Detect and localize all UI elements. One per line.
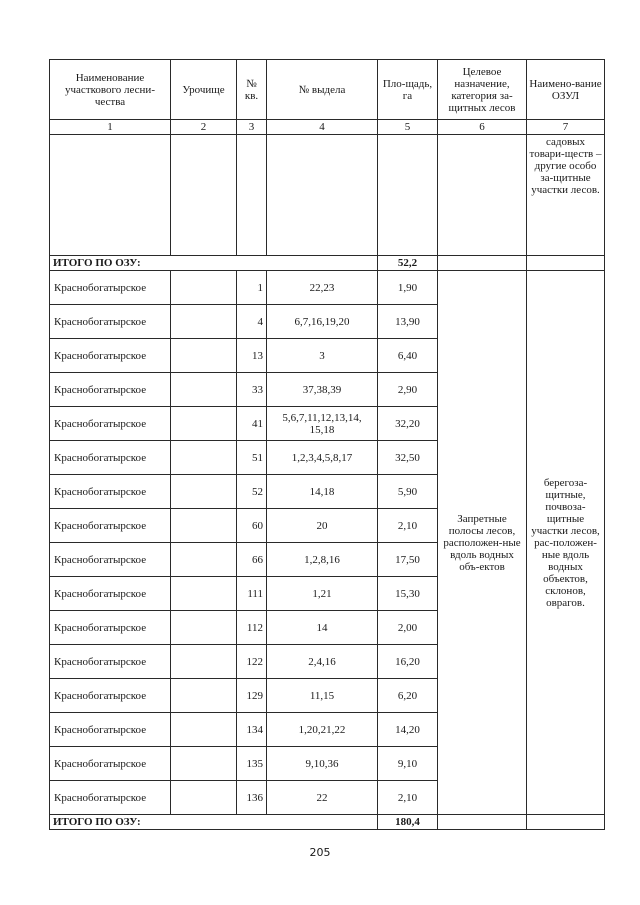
forestry-name: Краснобогатырское (50, 407, 171, 441)
total-value: 52,2 (378, 256, 438, 271)
allotment-numbers: 3 (267, 339, 378, 373)
total-label: ИТОГО ПО ОЗУ: (50, 256, 378, 271)
area-value: 32,50 (378, 441, 438, 475)
header-forestry: Наименование участкового лесни-чества (50, 60, 171, 120)
forestry-name: Краснобогатырское (50, 645, 171, 679)
quarter-number: 134 (237, 713, 267, 747)
tract (171, 543, 237, 577)
quarter-number: 33 (237, 373, 267, 407)
continuation-ozul: садовых товари-ществ – другие особо за-щитные участки лесов. (527, 135, 605, 256)
quarter-number: 51 (237, 441, 267, 475)
forestry-name: Краснобогатырское (50, 781, 171, 815)
quarter-number: 1 (237, 271, 267, 305)
column-number: 2 (171, 120, 237, 135)
total-label: ИТОГО ПО ОЗУ: (50, 815, 378, 830)
header-allotment: № выдела (267, 60, 378, 120)
column-number: 7 (527, 120, 605, 135)
tract (171, 713, 237, 747)
header-tract: Урочище (171, 60, 237, 120)
quarter-number: 135 (237, 747, 267, 781)
tract (171, 407, 237, 441)
area-value: 2,10 (378, 509, 438, 543)
total-row-1 (50, 256, 605, 271)
tract (171, 441, 237, 475)
header-quarter: № кв. (237, 60, 267, 120)
column-number: 4 (267, 120, 378, 135)
continuation-row (50, 135, 605, 256)
area-value: 9,10 (378, 747, 438, 781)
forestry-name: Краснобогатырское (50, 747, 171, 781)
column-number: 3 (237, 120, 267, 135)
quarter-number: 112 (237, 611, 267, 645)
allotment-numbers: 37,38,39 (267, 373, 378, 407)
quarter-number: 136 (237, 781, 267, 815)
tract (171, 475, 237, 509)
forestry-name: Краснобогатырское (50, 611, 171, 645)
area-value: 15,30 (378, 577, 438, 611)
tract (171, 339, 237, 373)
forestry-name: Краснобогатырское (50, 305, 171, 339)
purpose-category: Запретные полосы лесов, расположен-ные вдоль водных объ-ектов (438, 271, 527, 815)
header-area: Пло-щадь, га (378, 60, 438, 120)
forestry-name: Краснобогатырское (50, 509, 171, 543)
tract (171, 747, 237, 781)
area-value: 14,20 (378, 713, 438, 747)
quarter-number: 41 (237, 407, 267, 441)
tract (171, 781, 237, 815)
forestry-name: Краснобогатырское (50, 441, 171, 475)
allotment-numbers: 6,7,16,19,20 (267, 305, 378, 339)
area-value: 2,00 (378, 611, 438, 645)
quarter-number: 52 (237, 475, 267, 509)
header-purpose: Целевое назначение, категория за-щитных лесов (438, 60, 527, 120)
allotment-numbers: 14,18 (267, 475, 378, 509)
allotment-numbers: 22,23 (267, 271, 378, 305)
column-number: 5 (378, 120, 438, 135)
quarter-number: 66 (237, 543, 267, 577)
allotment-numbers: 1,20,21,22 (267, 713, 378, 747)
table-header-row (50, 60, 605, 120)
tract (171, 305, 237, 339)
area-value: 6,20 (378, 679, 438, 713)
quarter-number: 4 (237, 305, 267, 339)
forestry-name: Краснобогатырское (50, 271, 171, 305)
column-number: 1 (50, 120, 171, 135)
area-value: 2,90 (378, 373, 438, 407)
tract (171, 611, 237, 645)
forestry-name: Краснобогатырское (50, 679, 171, 713)
column-numbers-row (50, 120, 605, 135)
area-value: 17,50 (378, 543, 438, 577)
forestry-name: Краснобогатырское (50, 543, 171, 577)
forest-areas-table (49, 59, 605, 830)
column-number: 6 (438, 120, 527, 135)
tract (171, 679, 237, 713)
area-value: 2,10 (378, 781, 438, 815)
allotment-numbers: 11,15 (267, 679, 378, 713)
ozul-name: берегоза-щитные, почвоза-щитные участки лесов, рас-положен-ные вдоль водных объектов, склонов, оврагов. (527, 271, 605, 815)
area-value: 16,20 (378, 645, 438, 679)
allotment-numbers: 9,10,36 (267, 747, 378, 781)
allotment-numbers: 2,4,16 (267, 645, 378, 679)
forestry-name: Краснобогатырское (50, 713, 171, 747)
page-number: 205 (309, 846, 331, 859)
tract (171, 271, 237, 305)
forestry-name: Краснобогатырское (50, 339, 171, 373)
area-value: 13,90 (378, 305, 438, 339)
allotment-numbers: 5,6,7,11,12,13,14, 15,18 (267, 407, 378, 441)
tract (171, 645, 237, 679)
tract (171, 373, 237, 407)
area-value: 5,90 (378, 475, 438, 509)
allotment-numbers: 1,21 (267, 577, 378, 611)
allotment-numbers: 22 (267, 781, 378, 815)
allotment-numbers: 20 (267, 509, 378, 543)
forestry-name: Краснобогатырское (50, 373, 171, 407)
forestry-name: Краснобогатырское (50, 475, 171, 509)
allotment-numbers: 14 (267, 611, 378, 645)
area-value: 1,90 (378, 271, 438, 305)
forestry-name: Краснобогатырское (50, 577, 171, 611)
total-row-2 (50, 815, 605, 830)
quarter-number: 129 (237, 679, 267, 713)
quarter-number: 111 (237, 577, 267, 611)
area-value: 6,40 (378, 339, 438, 373)
header-ozul: Наимено-вание ОЗУЛ (527, 60, 605, 120)
tract (171, 509, 237, 543)
tract (171, 577, 237, 611)
quarter-number: 60 (237, 509, 267, 543)
quarter-number: 13 (237, 339, 267, 373)
allotment-numbers: 1,2,8,16 (267, 543, 378, 577)
quarter-number: 122 (237, 645, 267, 679)
total-value: 180,4 (378, 815, 438, 830)
allotment-numbers: 1,2,3,4,5,8,17 (267, 441, 378, 475)
table-row (50, 271, 605, 305)
area-value: 32,20 (378, 407, 438, 441)
